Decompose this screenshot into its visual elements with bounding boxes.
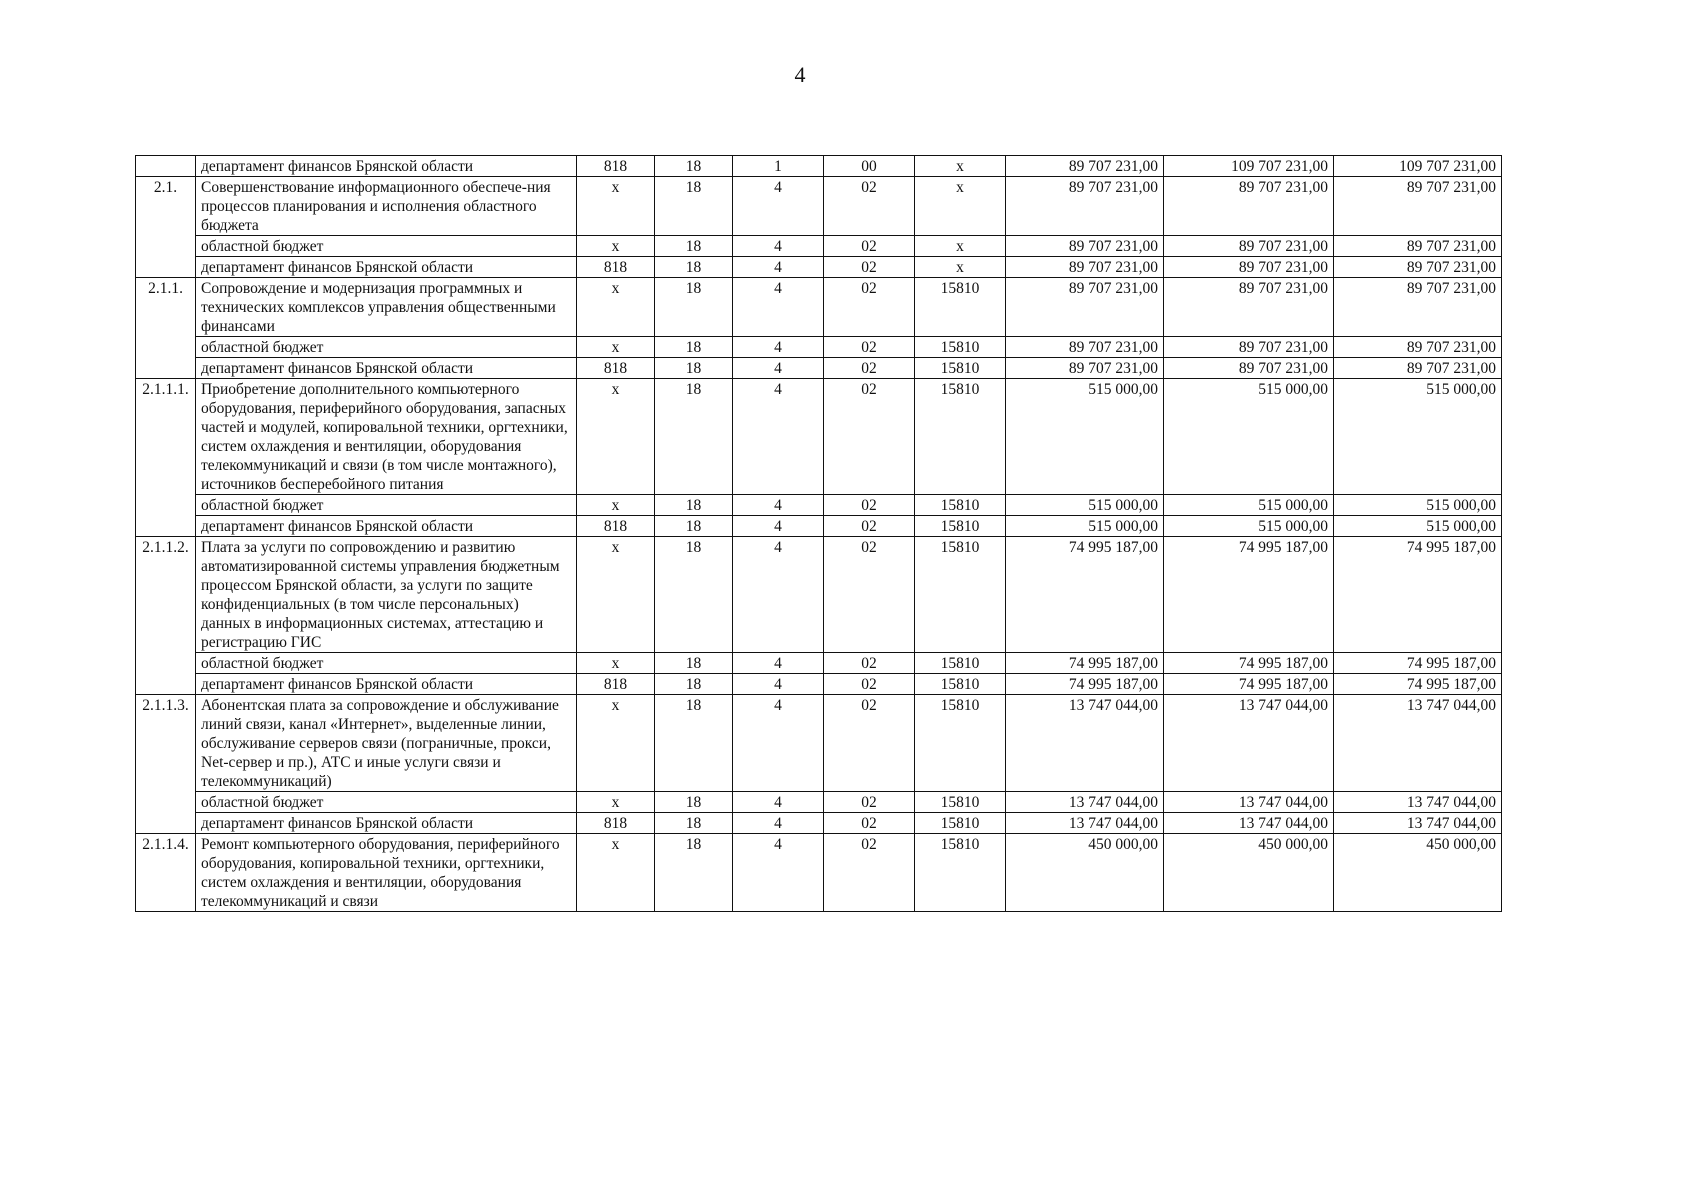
cell-grbs: х bbox=[577, 537, 655, 653]
cell-amount-3: 89 707 231,00 bbox=[1334, 358, 1502, 379]
cell-grbs: 818 bbox=[577, 516, 655, 537]
cell-amount-2: 515 000,00 bbox=[1164, 516, 1334, 537]
cell-main-activity: 02 bbox=[824, 379, 915, 495]
row-code: 2.1.1.3. bbox=[136, 695, 196, 834]
cell-subprogram: 4 bbox=[733, 834, 824, 912]
row-description: областной бюджет bbox=[196, 337, 577, 358]
cell-subprogram: 4 bbox=[733, 537, 824, 653]
cell-amount-3: 450 000,00 bbox=[1334, 834, 1502, 912]
cell-amount-1: 515 000,00 bbox=[1006, 516, 1164, 537]
cell-gp: 18 bbox=[655, 674, 733, 695]
cell-amount-1: 89 707 231,00 bbox=[1006, 177, 1164, 236]
cell-amount-3: 89 707 231,00 bbox=[1334, 337, 1502, 358]
cell-gp: 18 bbox=[655, 236, 733, 257]
cell-gp: 18 bbox=[655, 537, 733, 653]
cell-amount-3: 89 707 231,00 bbox=[1334, 236, 1502, 257]
cell-direction: 15810 bbox=[915, 379, 1006, 495]
cell-amount-2: 74 995 187,00 bbox=[1164, 537, 1334, 653]
cell-gp: 18 bbox=[655, 653, 733, 674]
table-row bbox=[136, 516, 1502, 537]
table-row bbox=[136, 695, 1502, 792]
cell-amount-1: 74 995 187,00 bbox=[1006, 653, 1164, 674]
cell-gp: 18 bbox=[655, 177, 733, 236]
cell-amount-3: 109 707 231,00 bbox=[1334, 156, 1502, 177]
cell-direction: 15810 bbox=[915, 516, 1006, 537]
cell-gp: 18 bbox=[655, 337, 733, 358]
cell-amount-2: 109 707 231,00 bbox=[1164, 156, 1334, 177]
cell-grbs: х bbox=[577, 379, 655, 495]
cell-gp: 18 bbox=[655, 792, 733, 813]
cell-amount-2: 89 707 231,00 bbox=[1164, 358, 1334, 379]
cell-amount-3: 74 995 187,00 bbox=[1334, 537, 1502, 653]
cell-gp: 18 bbox=[655, 834, 733, 912]
cell-main-activity: 02 bbox=[824, 358, 915, 379]
cell-amount-1: 13 747 044,00 bbox=[1006, 792, 1164, 813]
cell-amount-1: 89 707 231,00 bbox=[1006, 257, 1164, 278]
cell-amount-2: 450 000,00 bbox=[1164, 834, 1334, 912]
cell-grbs: х bbox=[577, 337, 655, 358]
row-description: департамент финансов Брянской области bbox=[196, 516, 577, 537]
cell-main-activity: 02 bbox=[824, 278, 915, 337]
cell-amount-1: 13 747 044,00 bbox=[1006, 813, 1164, 834]
cell-amount-2: 74 995 187,00 bbox=[1164, 653, 1334, 674]
row-description: областной бюджет bbox=[196, 653, 577, 674]
cell-gp: 18 bbox=[655, 156, 733, 177]
row-code bbox=[136, 156, 196, 177]
cell-direction: 15810 bbox=[915, 695, 1006, 792]
cell-direction: 15810 bbox=[915, 278, 1006, 337]
cell-gp: 18 bbox=[655, 516, 733, 537]
cell-amount-3: 74 995 187,00 bbox=[1334, 653, 1502, 674]
cell-amount-2: 89 707 231,00 bbox=[1164, 177, 1334, 236]
cell-amount-3: 13 747 044,00 bbox=[1334, 792, 1502, 813]
cell-subprogram: 4 bbox=[733, 653, 824, 674]
cell-grbs: 818 bbox=[577, 156, 655, 177]
cell-direction: 15810 bbox=[915, 495, 1006, 516]
table-row bbox=[136, 653, 1502, 674]
cell-amount-3: 515 000,00 bbox=[1334, 379, 1502, 495]
row-description: Сопровождение и модернизация программных и технических комплексов управления общественными финансами bbox=[196, 278, 577, 337]
cell-gp: 18 bbox=[655, 257, 733, 278]
cell-main-activity: 02 bbox=[824, 177, 915, 236]
cell-main-activity: 02 bbox=[824, 674, 915, 695]
cell-gp: 18 bbox=[655, 813, 733, 834]
cell-amount-1: 515 000,00 bbox=[1006, 379, 1164, 495]
cell-amount-1: 74 995 187,00 bbox=[1006, 674, 1164, 695]
row-description: областной бюджет bbox=[196, 792, 577, 813]
table-row bbox=[136, 236, 1502, 257]
cell-direction: х bbox=[915, 177, 1006, 236]
cell-amount-2: 89 707 231,00 bbox=[1164, 257, 1334, 278]
cell-amount-2: 74 995 187,00 bbox=[1164, 674, 1334, 695]
cell-grbs: х bbox=[577, 236, 655, 257]
table-row bbox=[136, 537, 1502, 653]
cell-main-activity: 02 bbox=[824, 337, 915, 358]
cell-subprogram: 4 bbox=[733, 792, 824, 813]
cell-main-activity: 02 bbox=[824, 537, 915, 653]
cell-main-activity: 02 bbox=[824, 834, 915, 912]
cell-amount-3: 74 995 187,00 bbox=[1334, 674, 1502, 695]
row-code: 2.1.1.2. bbox=[136, 537, 196, 695]
cell-amount-3: 89 707 231,00 bbox=[1334, 278, 1502, 337]
row-code: 2.1.1. bbox=[136, 278, 196, 379]
cell-amount-3: 13 747 044,00 bbox=[1334, 813, 1502, 834]
table-row bbox=[136, 257, 1502, 278]
cell-amount-1: 89 707 231,00 bbox=[1006, 156, 1164, 177]
table-row bbox=[136, 495, 1502, 516]
cell-subprogram: 4 bbox=[733, 177, 824, 236]
budget-table bbox=[135, 155, 1502, 912]
page-number: 4 bbox=[794, 62, 806, 87]
cell-subprogram: 4 bbox=[733, 695, 824, 792]
row-code: 2.1.1.4. bbox=[136, 834, 196, 912]
cell-direction: х bbox=[915, 236, 1006, 257]
table-row bbox=[136, 379, 1502, 495]
row-description: Совершенствование информационного обеспече-ния процессов планирования и исполнения областного бюджета bbox=[196, 177, 577, 236]
cell-direction: 15810 bbox=[915, 337, 1006, 358]
cell-grbs: х bbox=[577, 495, 655, 516]
cell-grbs: х bbox=[577, 792, 655, 813]
cell-gp: 18 bbox=[655, 278, 733, 337]
cell-subprogram: 4 bbox=[733, 674, 824, 695]
cell-subprogram: 4 bbox=[733, 358, 824, 379]
table-row bbox=[136, 156, 1502, 177]
cell-amount-1: 450 000,00 bbox=[1006, 834, 1164, 912]
cell-subprogram: 4 bbox=[733, 516, 824, 537]
table-row bbox=[136, 813, 1502, 834]
table-row bbox=[136, 358, 1502, 379]
row-description: Ремонт компьютерного оборудования, периферийного оборудования, копировальной техники, оргтехники, систем охлаждения и вентиляции, оборудования телекоммуникаций и связи bbox=[196, 834, 577, 912]
cell-subprogram: 4 bbox=[733, 337, 824, 358]
cell-grbs: х bbox=[577, 834, 655, 912]
cell-subprogram: 4 bbox=[733, 495, 824, 516]
row-description: областной бюджет bbox=[196, 236, 577, 257]
cell-amount-3: 89 707 231,00 bbox=[1334, 177, 1502, 236]
cell-amount-2: 89 707 231,00 bbox=[1164, 337, 1334, 358]
cell-amount-3: 515 000,00 bbox=[1334, 516, 1502, 537]
cell-gp: 18 bbox=[655, 379, 733, 495]
cell-gp: 18 bbox=[655, 495, 733, 516]
cell-main-activity: 02 bbox=[824, 792, 915, 813]
cell-direction: 15810 bbox=[915, 792, 1006, 813]
row-description: департамент финансов Брянской области bbox=[196, 813, 577, 834]
cell-direction: 15810 bbox=[915, 813, 1006, 834]
cell-main-activity: 02 bbox=[824, 695, 915, 792]
row-code: 2.1. bbox=[136, 177, 196, 278]
cell-amount-2: 13 747 044,00 bbox=[1164, 695, 1334, 792]
cell-main-activity: 02 bbox=[824, 257, 915, 278]
table-row bbox=[136, 337, 1502, 358]
cell-amount-1: 13 747 044,00 bbox=[1006, 695, 1164, 792]
row-description: Плата за услуги по сопровождению и развитию автоматизированной системы управления бюджетным процессом Брянской области, за услуги по защите конфиденциальных (в том числе персональных) данных в информационных системах, аттестацию и регистрацию ГИС bbox=[196, 537, 577, 653]
cell-subprogram: 4 bbox=[733, 257, 824, 278]
cell-direction: 15810 bbox=[915, 674, 1006, 695]
cell-subprogram: 4 bbox=[733, 379, 824, 495]
row-description: департамент финансов Брянской области bbox=[196, 156, 577, 177]
cell-amount-2: 13 747 044,00 bbox=[1164, 792, 1334, 813]
cell-amount-3: 89 707 231,00 bbox=[1334, 257, 1502, 278]
cell-amount-1: 89 707 231,00 bbox=[1006, 337, 1164, 358]
cell-amount-2: 515 000,00 bbox=[1164, 495, 1334, 516]
cell-grbs: 818 bbox=[577, 674, 655, 695]
table-row bbox=[136, 792, 1502, 813]
cell-amount-1: 89 707 231,00 bbox=[1006, 278, 1164, 337]
cell-grbs: 818 bbox=[577, 813, 655, 834]
row-description: департамент финансов Брянской области bbox=[196, 674, 577, 695]
cell-grbs: 818 bbox=[577, 257, 655, 278]
table-row bbox=[136, 834, 1502, 912]
cell-amount-2: 89 707 231,00 bbox=[1164, 278, 1334, 337]
cell-gp: 18 bbox=[655, 358, 733, 379]
cell-main-activity: 02 bbox=[824, 495, 915, 516]
cell-direction: 15810 bbox=[915, 537, 1006, 653]
cell-grbs: х bbox=[577, 177, 655, 236]
cell-direction: х bbox=[915, 156, 1006, 177]
row-description: областной бюджет bbox=[196, 495, 577, 516]
cell-subprogram: 1 bbox=[733, 156, 824, 177]
table-row bbox=[136, 674, 1502, 695]
row-description: департамент финансов Брянской области bbox=[196, 358, 577, 379]
cell-amount-2: 89 707 231,00 bbox=[1164, 236, 1334, 257]
cell-direction: х bbox=[915, 257, 1006, 278]
cell-grbs: х bbox=[577, 695, 655, 792]
cell-amount-1: 89 707 231,00 bbox=[1006, 358, 1164, 379]
cell-grbs: х bbox=[577, 653, 655, 674]
cell-main-activity: 02 bbox=[824, 653, 915, 674]
cell-grbs: 818 bbox=[577, 358, 655, 379]
cell-main-activity: 00 bbox=[824, 156, 915, 177]
cell-amount-1: 515 000,00 bbox=[1006, 495, 1164, 516]
cell-amount-3: 515 000,00 bbox=[1334, 495, 1502, 516]
row-description: департамент финансов Брянской области bbox=[196, 257, 577, 278]
cell-main-activity: 02 bbox=[824, 516, 915, 537]
table-row bbox=[136, 278, 1502, 337]
row-description: Приобретение дополнительного компьютерного оборудования, периферийного оборудования, запасных частей и модулей, копировальной техники, оргтехники, систем охлаждения и вентиляции, оборудования телекоммуникаций и связи (в том числе монтажного), источников бесперебойного питания bbox=[196, 379, 577, 495]
cell-main-activity: 02 bbox=[824, 813, 915, 834]
cell-direction: 15810 bbox=[915, 358, 1006, 379]
cell-main-activity: 02 bbox=[824, 236, 915, 257]
cell-amount-2: 13 747 044,00 bbox=[1164, 813, 1334, 834]
table-row bbox=[136, 177, 1502, 236]
cell-direction: 15810 bbox=[915, 653, 1006, 674]
cell-amount-1: 74 995 187,00 bbox=[1006, 537, 1164, 653]
cell-subprogram: 4 bbox=[733, 278, 824, 337]
cell-amount-3: 13 747 044,00 bbox=[1334, 695, 1502, 792]
row-description: Абонентская плата за сопровождение и обслуживание линий связи, канал «Интернет», выделенные линии, обслуживание серверов связи (пограничные, прокси, Net-сервер и пр.), АТС и иные услуги связи и телекоммуникаций) bbox=[196, 695, 577, 792]
row-code: 2.1.1.1. bbox=[136, 379, 196, 537]
cell-amount-1: 89 707 231,00 bbox=[1006, 236, 1164, 257]
cell-gp: 18 bbox=[655, 695, 733, 792]
cell-direction: 15810 bbox=[915, 834, 1006, 912]
cell-grbs: х bbox=[577, 278, 655, 337]
cell-subprogram: 4 bbox=[733, 813, 824, 834]
cell-amount-2: 515 000,00 bbox=[1164, 379, 1334, 495]
cell-subprogram: 4 bbox=[733, 236, 824, 257]
